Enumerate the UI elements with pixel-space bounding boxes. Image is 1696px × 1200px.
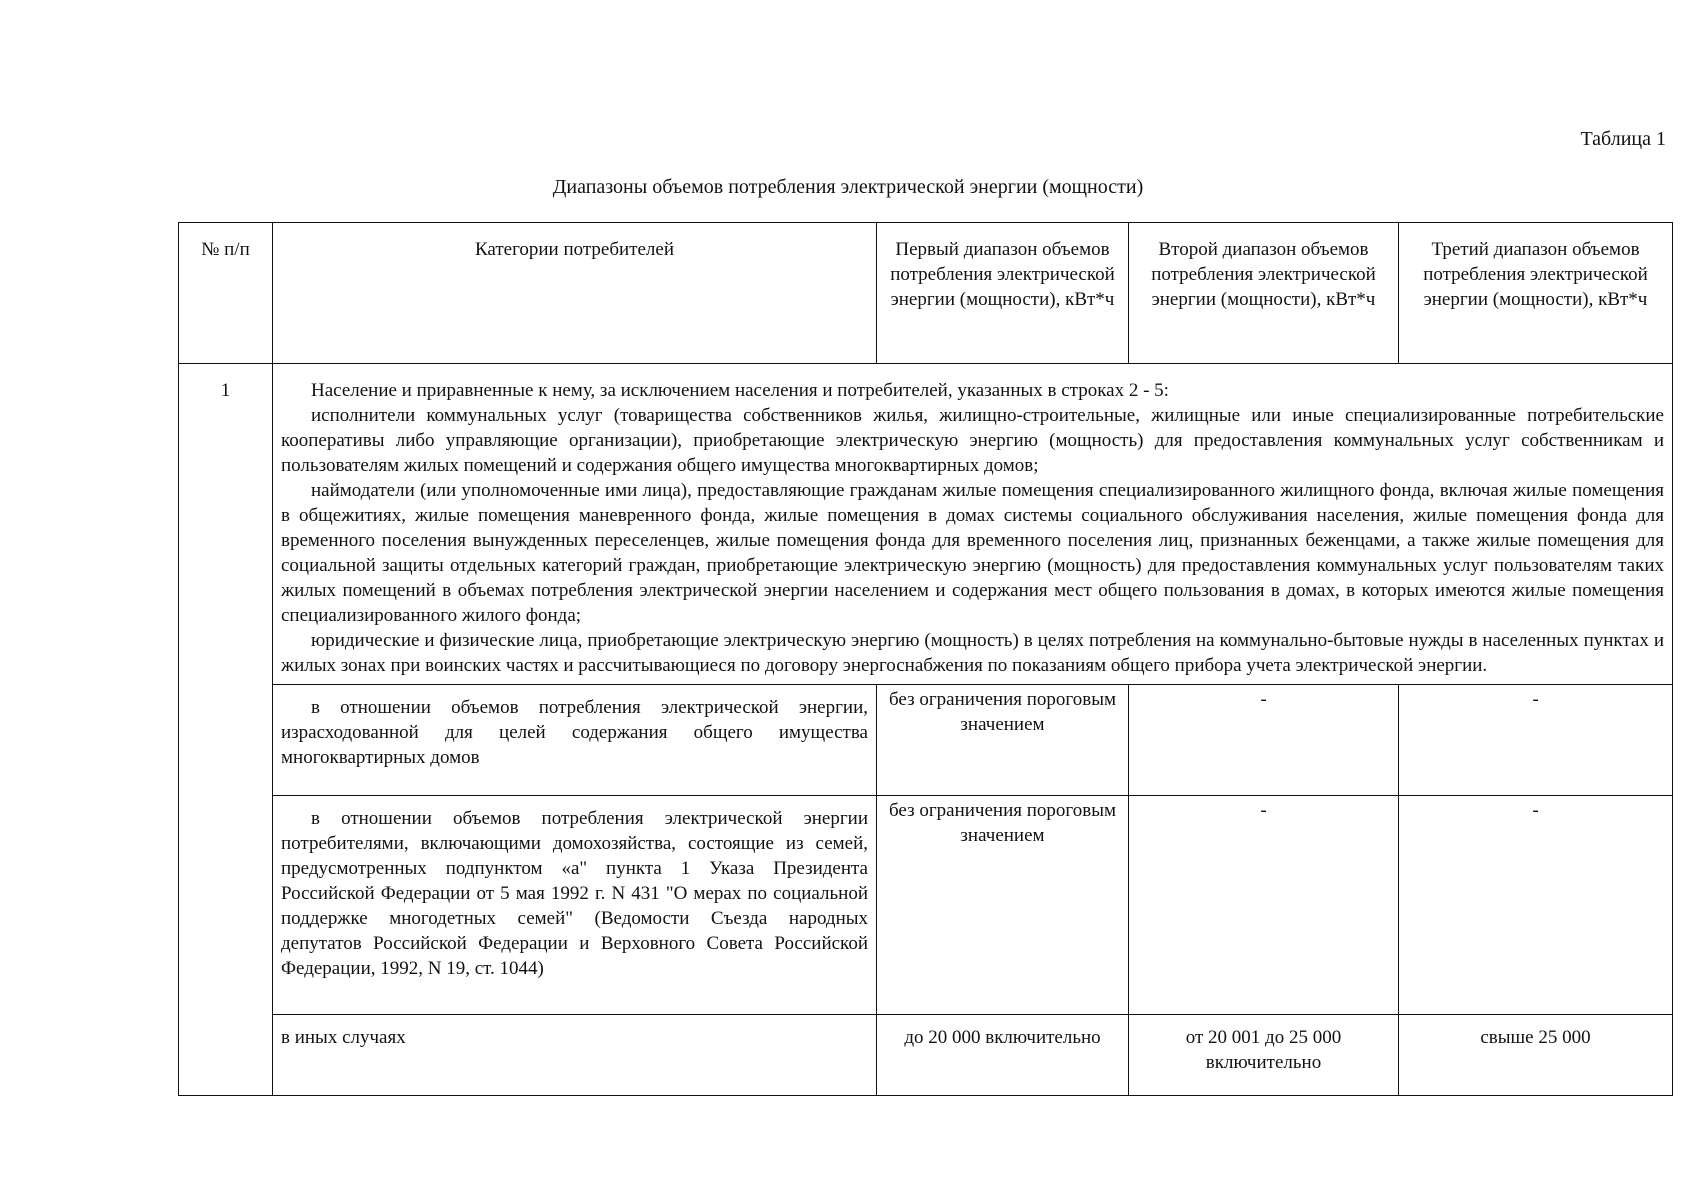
description-paragraph: исполнители коммунальных услуг (товарищества собственников жилья, жилищно-строительные, жилищные или иные специализированные потребительские кооперативы либо управляющие организации), приобретающие электрическую энергию (мощность) для предоставления коммунальных услуг собственникам и пользователям жилых помещений и содержания общего имущества многоквартирных домов; (281, 405, 1664, 476)
description-paragraph: наймодатели (или уполномоченные ими лица), предоставляющие гражданам жилые помещения специализированного жилищного фонда, включая жилые помещения в общежитиях, жилые помещения маневренного фонда, жилые помещения в домах системы социального обслуживания населения, жилые помещения фонда для временного поселения вынужденных переселенцев, жилые помещения фонда для временного поселения лиц, признанных беженцами, а также жилые помещения для социальной защиты отдельных категорий граждан, приобретающие электрическую энергию (мощность) для предоставления коммунальных услуг пользователям таких жилых помещений в объемах потребления электрической энергии населением и содержания мест общего пользования в домах, в которых имеются жилые помещения специализированного жилого фонда; (281, 480, 1664, 626)
subrow-range-2: - (1129, 685, 1399, 796)
subrow-range-3: - (1399, 685, 1673, 796)
subrow-category: в отношении объемов потребления электрической энергии потребителями, включающими домохозяйства, состоящие из семей, предусмотренных подпунктом «а" пункта 1 Указа Президента Российской Федерации от 5 мая 1992 г. N 431 "О мерах по социальной поддержке многодетных семей" (Ведомости Съезда народных депутатов Российской Федерации и Верховного Совета Российской Федерации, 1992, N 19, ст. 1044) (273, 796, 877, 1015)
subrow-range-1: без ограничения пороговым значением (877, 685, 1129, 796)
table-row (179, 796, 1673, 1015)
subrow-range-2: от 20 001 до 25 000 включительно (1129, 1015, 1399, 1096)
subrow-category: в иных случаях (273, 1015, 877, 1096)
subrow-range-1: без ограничения пороговым значением (877, 796, 1129, 1015)
header-range-3: Третий диапазон объемов потребления электрической энергии (мощности), кВт*ч (1399, 223, 1673, 364)
header-category: Категории потребителей (273, 223, 877, 364)
subrow-range-3: - (1399, 796, 1673, 1015)
header-range-2: Второй диапазон объемов потребления электрической энергии (мощности), кВт*ч (1129, 223, 1399, 364)
description-paragraph: юридические и физические лица, приобретающие электрическую энергию (мощность) в целях потребления на коммунально-бытовые нужды в населенных пунктах и жилых зонах при воинских частях и рассчитывающиеся по договору энергоснабжения по показаниям общего прибора учета электрической энергии. (281, 630, 1664, 676)
table-row-1-description (179, 364, 1673, 685)
category-description (273, 364, 1673, 685)
header-number: № п/п (179, 223, 273, 364)
table-row (179, 685, 1673, 796)
table-row (179, 1015, 1673, 1096)
table-number-label: Таблица 1 (1580, 128, 1666, 150)
subrow-category: в отношении объемов потребления электрической энергии, израсходованной для целей содержания общего имущества многоквартирных домов (273, 685, 877, 796)
consumption-ranges-table (178, 222, 1673, 1096)
subrow-range-2: - (1129, 796, 1399, 1015)
row-number: 1 (179, 364, 273, 1096)
header-range-1: Первый диапазон объемов потребления электрической энергии (мощности), кВт*ч (877, 223, 1129, 364)
subrow-range-1: до 20 000 включительно (877, 1015, 1129, 1096)
document-title: Диапазоны объемов потребления электрической энергии (мощности) (552, 176, 1144, 198)
table-header-row (179, 223, 1673, 364)
subrow-range-3: свыше 25 000 (1399, 1015, 1673, 1096)
description-paragraph: Население и приравненные к нему, за исключением населения и потребителей, указанных в строках 2 - 5: (311, 380, 1169, 401)
